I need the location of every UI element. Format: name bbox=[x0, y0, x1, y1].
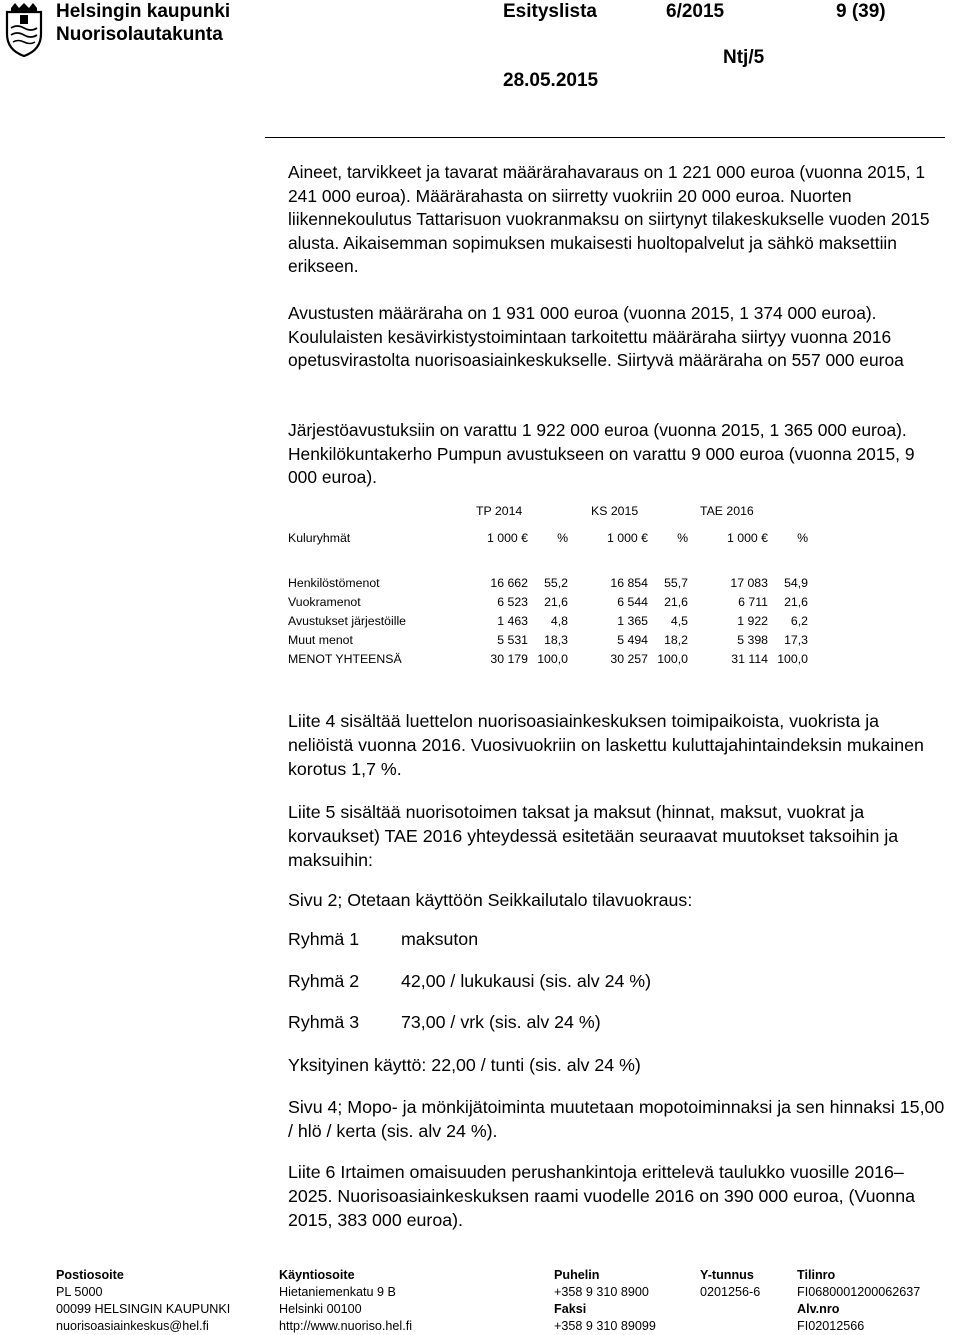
helsinki-crest-icon bbox=[3, 2, 45, 57]
table-header-row bbox=[288, 529, 808, 548]
section-code: Ntj/5 bbox=[723, 47, 765, 68]
table-total-row: MENOT YHTEENSÄ 30 179 100,0 30 257 100,0 31 114 100,0 bbox=[288, 652, 808, 666]
group-label: TP 2014 bbox=[476, 504, 523, 518]
footer-postal-address: Postiosoite PL 5000 00099 HELSINGIN KAUPUNKI nuorisoasiainkeskus@hel.fi bbox=[56, 1268, 231, 1333]
budget-table bbox=[288, 502, 808, 669]
column-header: 1 000 € bbox=[726, 531, 768, 545]
paragraph-appendix-6: Liite 6 Irtaimen omaisuuden perushankintoja erittelevä taulukko vuosille 2016–2025. Nuorisoasiainkeskuksen raami vuodelle 2016 on 390 000 euroa, (Vuonna 2015, 383 000 euroa). bbox=[288, 1162, 916, 1230]
footer-phone: Puhelin +358 9 310 8900 Faksi +358 9 310 89099 bbox=[554, 1268, 656, 1333]
footer-website-link[interactable]: http://www.nuoriso.hel.fi bbox=[279, 1319, 412, 1333]
agenda-number: 6/2015 bbox=[666, 1, 725, 22]
meeting-date: 28.05.2015 bbox=[503, 70, 599, 91]
group-price: 73,00 / vrk (sis. alv 24 %) bbox=[401, 1012, 601, 1032]
header-rule bbox=[265, 137, 945, 138]
table-row: Avustukset järjestöille 1 463 4,8 1 365 4,5 1 922 6,2 bbox=[288, 614, 808, 628]
board-name: Nuorisolautakunta bbox=[56, 24, 223, 45]
column-header: Kuluryhmät bbox=[288, 531, 351, 545]
table-group-header-row bbox=[288, 502, 808, 521]
document-type: Esityslista bbox=[503, 1, 597, 22]
group-price: 42,00 / lukukausi (sis. alv 24 %) bbox=[401, 971, 652, 991]
footer-visiting-address: Käyntiosoite Hietaniemenkatu 9 B Helsinki 00100 http://www.nuoriso.hel.fi bbox=[279, 1268, 412, 1333]
paragraph-grants: Avustusten määräraha on 1 931 000 euroa (vuonna 2015, 1 374 000 euroa). Koululaisten kesävirkistystoimintaan tarkoitettu määräraha siirtyy vuonna 2016 opetusvirastolta nuorisoasiainkeskukselle. Siirtyvä määräraha on 557 000 euroa bbox=[288, 303, 904, 370]
footer-business-id: Y-tunnus 0201256-6 bbox=[700, 1268, 761, 1299]
column-header: % bbox=[797, 531, 808, 545]
table-row: Muut menot 5 531 18,3 5 494 18,2 5 398 17,3 bbox=[288, 633, 808, 647]
paragraph-page-2: Sivu 2; Otetaan käyttöön Seikkailutalo tilavuokraus: bbox=[288, 890, 693, 910]
paragraph-appendix-4: Liite 4 sisältää luettelon nuorisoasiainkeskuksen toimipaikoista, vuokrista ja neliöistä vuonna 2016. Vuosivuokriin on laskettu kuluttajahintaindeksin mukainen korotus 1,7 %. bbox=[288, 711, 924, 779]
group-label: TAE 2016 bbox=[700, 504, 754, 518]
paragraph-materials: Aineet, tarvikkeet ja tavarat määrärahavaraus on 1 221 000 euroa (vuonna 2015, 1 241 000 euroa). Määrärahasta on siirretty vuokriin 20 000 euroa. Nuorten liikennekoulutus Tattarisuon vuokranmaksu on siirtynyt tilakeskukselle vuoden 2015 alusta. Aikaisemman sopimuksen mukaisesti huoltopalvelut ja sähkö maksettiin erikseen. bbox=[288, 162, 930, 276]
group-price: maksuton bbox=[401, 929, 479, 949]
column-header: % bbox=[557, 531, 568, 545]
column-header: 1 000 € bbox=[606, 531, 648, 545]
group-label: Ryhmä 1 bbox=[288, 929, 360, 949]
page-number: 9 (39) bbox=[836, 1, 886, 22]
paragraph-organization-grants: Järjestöavustuksiin on varattu 1 922 000 euroa (vuonna 2015, 1 365 000 euroa). Henkilökuntakerho Pumpun avustukseen on varattu 9 000 euroa (vuonna 2015, 9 000 euroa). bbox=[288, 420, 915, 487]
footer-account: Tilinro FI0680001200062637 Alv.nro FI02012566 bbox=[797, 1268, 921, 1333]
group-label: Ryhmä 2 bbox=[288, 971, 360, 991]
column-header: % bbox=[677, 531, 688, 545]
group-label: Ryhmä 3 bbox=[288, 1012, 360, 1032]
city-name: Helsingin kaupunki bbox=[56, 1, 231, 22]
paragraph-appendix-5: Liite 5 sisältää nuorisotoimen taksat ja maksut (hinnat, maksut, vuokrat ja korvaukset) TAE 2016 yhteydessä esitetään seuraavat muutokset taksoihin ja maksuihin: bbox=[288, 802, 899, 870]
column-header: 1 000 € bbox=[486, 531, 528, 545]
paragraph-private-use: Yksityinen käyttö: 22,00 / tunti (sis. alv 24 %) bbox=[288, 1055, 641, 1075]
paragraph-page-4: Sivu 4; Mopo- ja mönkijätoiminta muutetaan mopotoiminnaksi ja sen hinnaksi 15,00 / hlö / kerta (sis. alv 24 %). bbox=[288, 1097, 945, 1141]
table-row: Vuokramenot 6 523 21,6 6 544 21,6 6 711 21,6 bbox=[288, 595, 808, 609]
footer-email-link[interactable]: nuorisoasiainkeskus@hel.fi bbox=[56, 1319, 209, 1333]
group-label: KS 2015 bbox=[591, 504, 639, 518]
table-row: Henkilöstömenot 16 662 55,2 16 854 55,7 17 083 54,9 bbox=[288, 576, 808, 590]
